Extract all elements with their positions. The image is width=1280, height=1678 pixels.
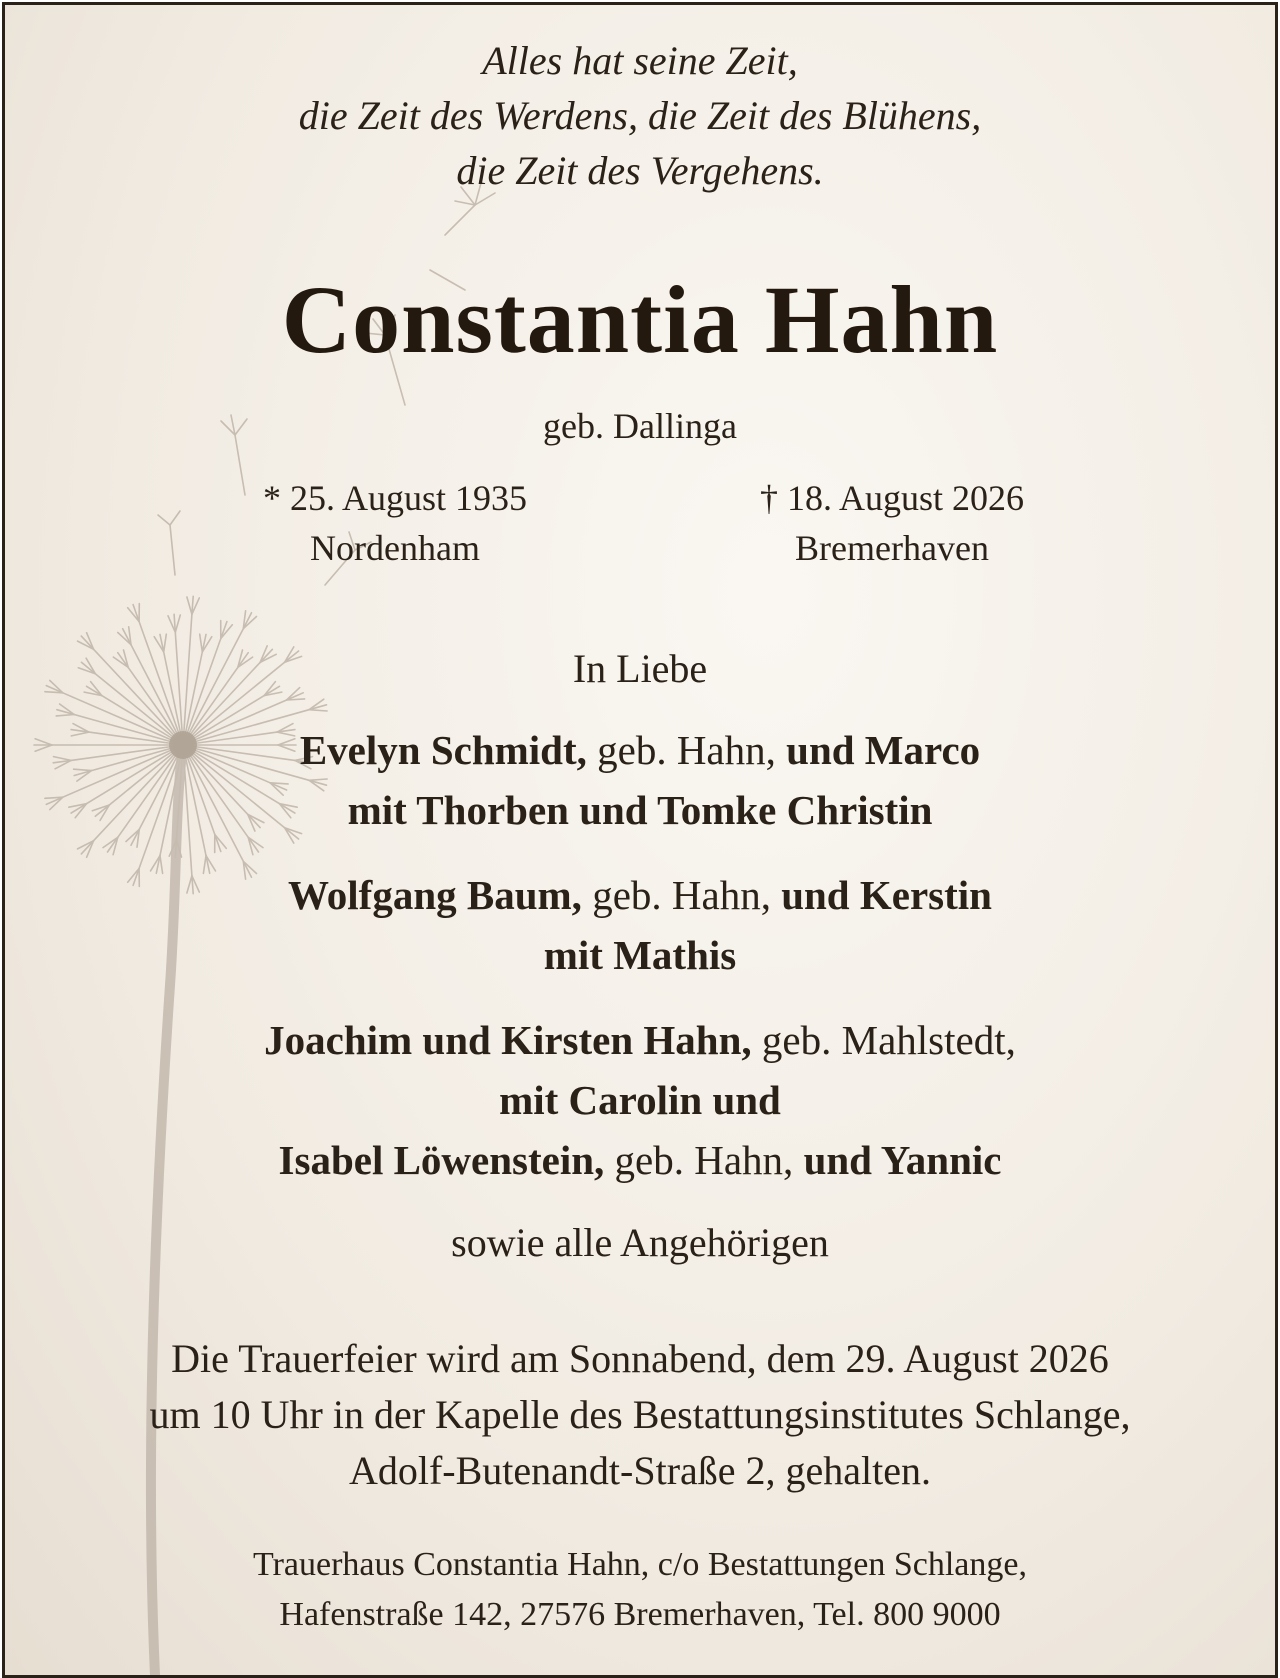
ceremony-line-2: um 10 Uhr in der Kapelle des Bestattungsinstitutes Schlange,	[149, 1392, 1131, 1437]
family-group-1-line-1	[5, 720, 1275, 780]
family-name-bold: und Kerstin	[781, 872, 992, 918]
deceased-name: Constantia Hahn	[281, 266, 999, 373]
family-name-regular: geb. Hahn,	[586, 727, 787, 773]
birth-date: * 25. August 1935	[262, 478, 528, 518]
death-info	[682, 473, 1102, 573]
family-name-bold: und Yannic	[803, 1137, 1002, 1183]
death-place: Bremerhaven	[795, 528, 989, 568]
family-group-2-line-2	[5, 925, 1275, 985]
family-group-2-line-1	[5, 865, 1275, 925]
family-group-3-line-2	[5, 1070, 1275, 1130]
family-group-1-line-2	[5, 780, 1275, 840]
family-group-3-line-3	[5, 1130, 1275, 1190]
family-name-regular: geb. Mahlstedt,	[751, 1017, 1016, 1063]
family-group-3-line-1	[5, 1010, 1275, 1070]
obituary-card	[2, 2, 1278, 1678]
family-name-bold: und Marco	[786, 727, 981, 773]
ceremony-line-3: Adolf-Butenandt-Straße 2, gehalten.	[348, 1448, 932, 1493]
birth-info	[185, 473, 605, 573]
maiden-name: geb. Dallinga	[543, 406, 737, 446]
family-name-bold: mit Thorben und Tomke Christin	[347, 787, 933, 833]
birth-place: Nordenham	[310, 528, 480, 568]
family-name-bold: mit Carolin und	[499, 1077, 781, 1123]
family-name-bold: Wolfgang Baum,	[288, 872, 582, 918]
ceremony-line-1: Die Trauerfeier wird am Sonnabend, dem 29. August 2026	[171, 1336, 1109, 1381]
in-love-heading: In Liebe	[572, 646, 708, 691]
mourning-address-line-2: Hafenstraße 142, 27576 Bremerhaven, Tel. 800 9000	[279, 1596, 1001, 1633]
motto-line-1: Alles hat seine Zeit,	[482, 38, 798, 83]
family-name-regular: geb. Hahn,	[604, 1137, 804, 1183]
obituary-content	[5, 5, 1275, 1675]
mourning-address-line-1: Trauerhaus Constantia Hahn, c/o Bestattungen Schlange,	[253, 1546, 1027, 1583]
family-name-bold: Isabel Löwenstein,	[278, 1137, 605, 1183]
death-date: † 18. August 2026	[759, 478, 1025, 518]
relatives-line: sowie alle Angehörigen	[451, 1220, 829, 1265]
motto-line-2: die Zeit des Werdens, die Zeit des Blühens,	[298, 93, 982, 138]
motto-line-3: die Zeit des Vergehens.	[456, 148, 824, 193]
family-name-bold: mit Mathis	[543, 932, 737, 978]
family-name-regular: geb. Hahn,	[581, 872, 782, 918]
family-name-bold: Evelyn Schmidt,	[299, 727, 587, 773]
family-name-bold: Joachim und Kirsten Hahn,	[264, 1017, 752, 1063]
